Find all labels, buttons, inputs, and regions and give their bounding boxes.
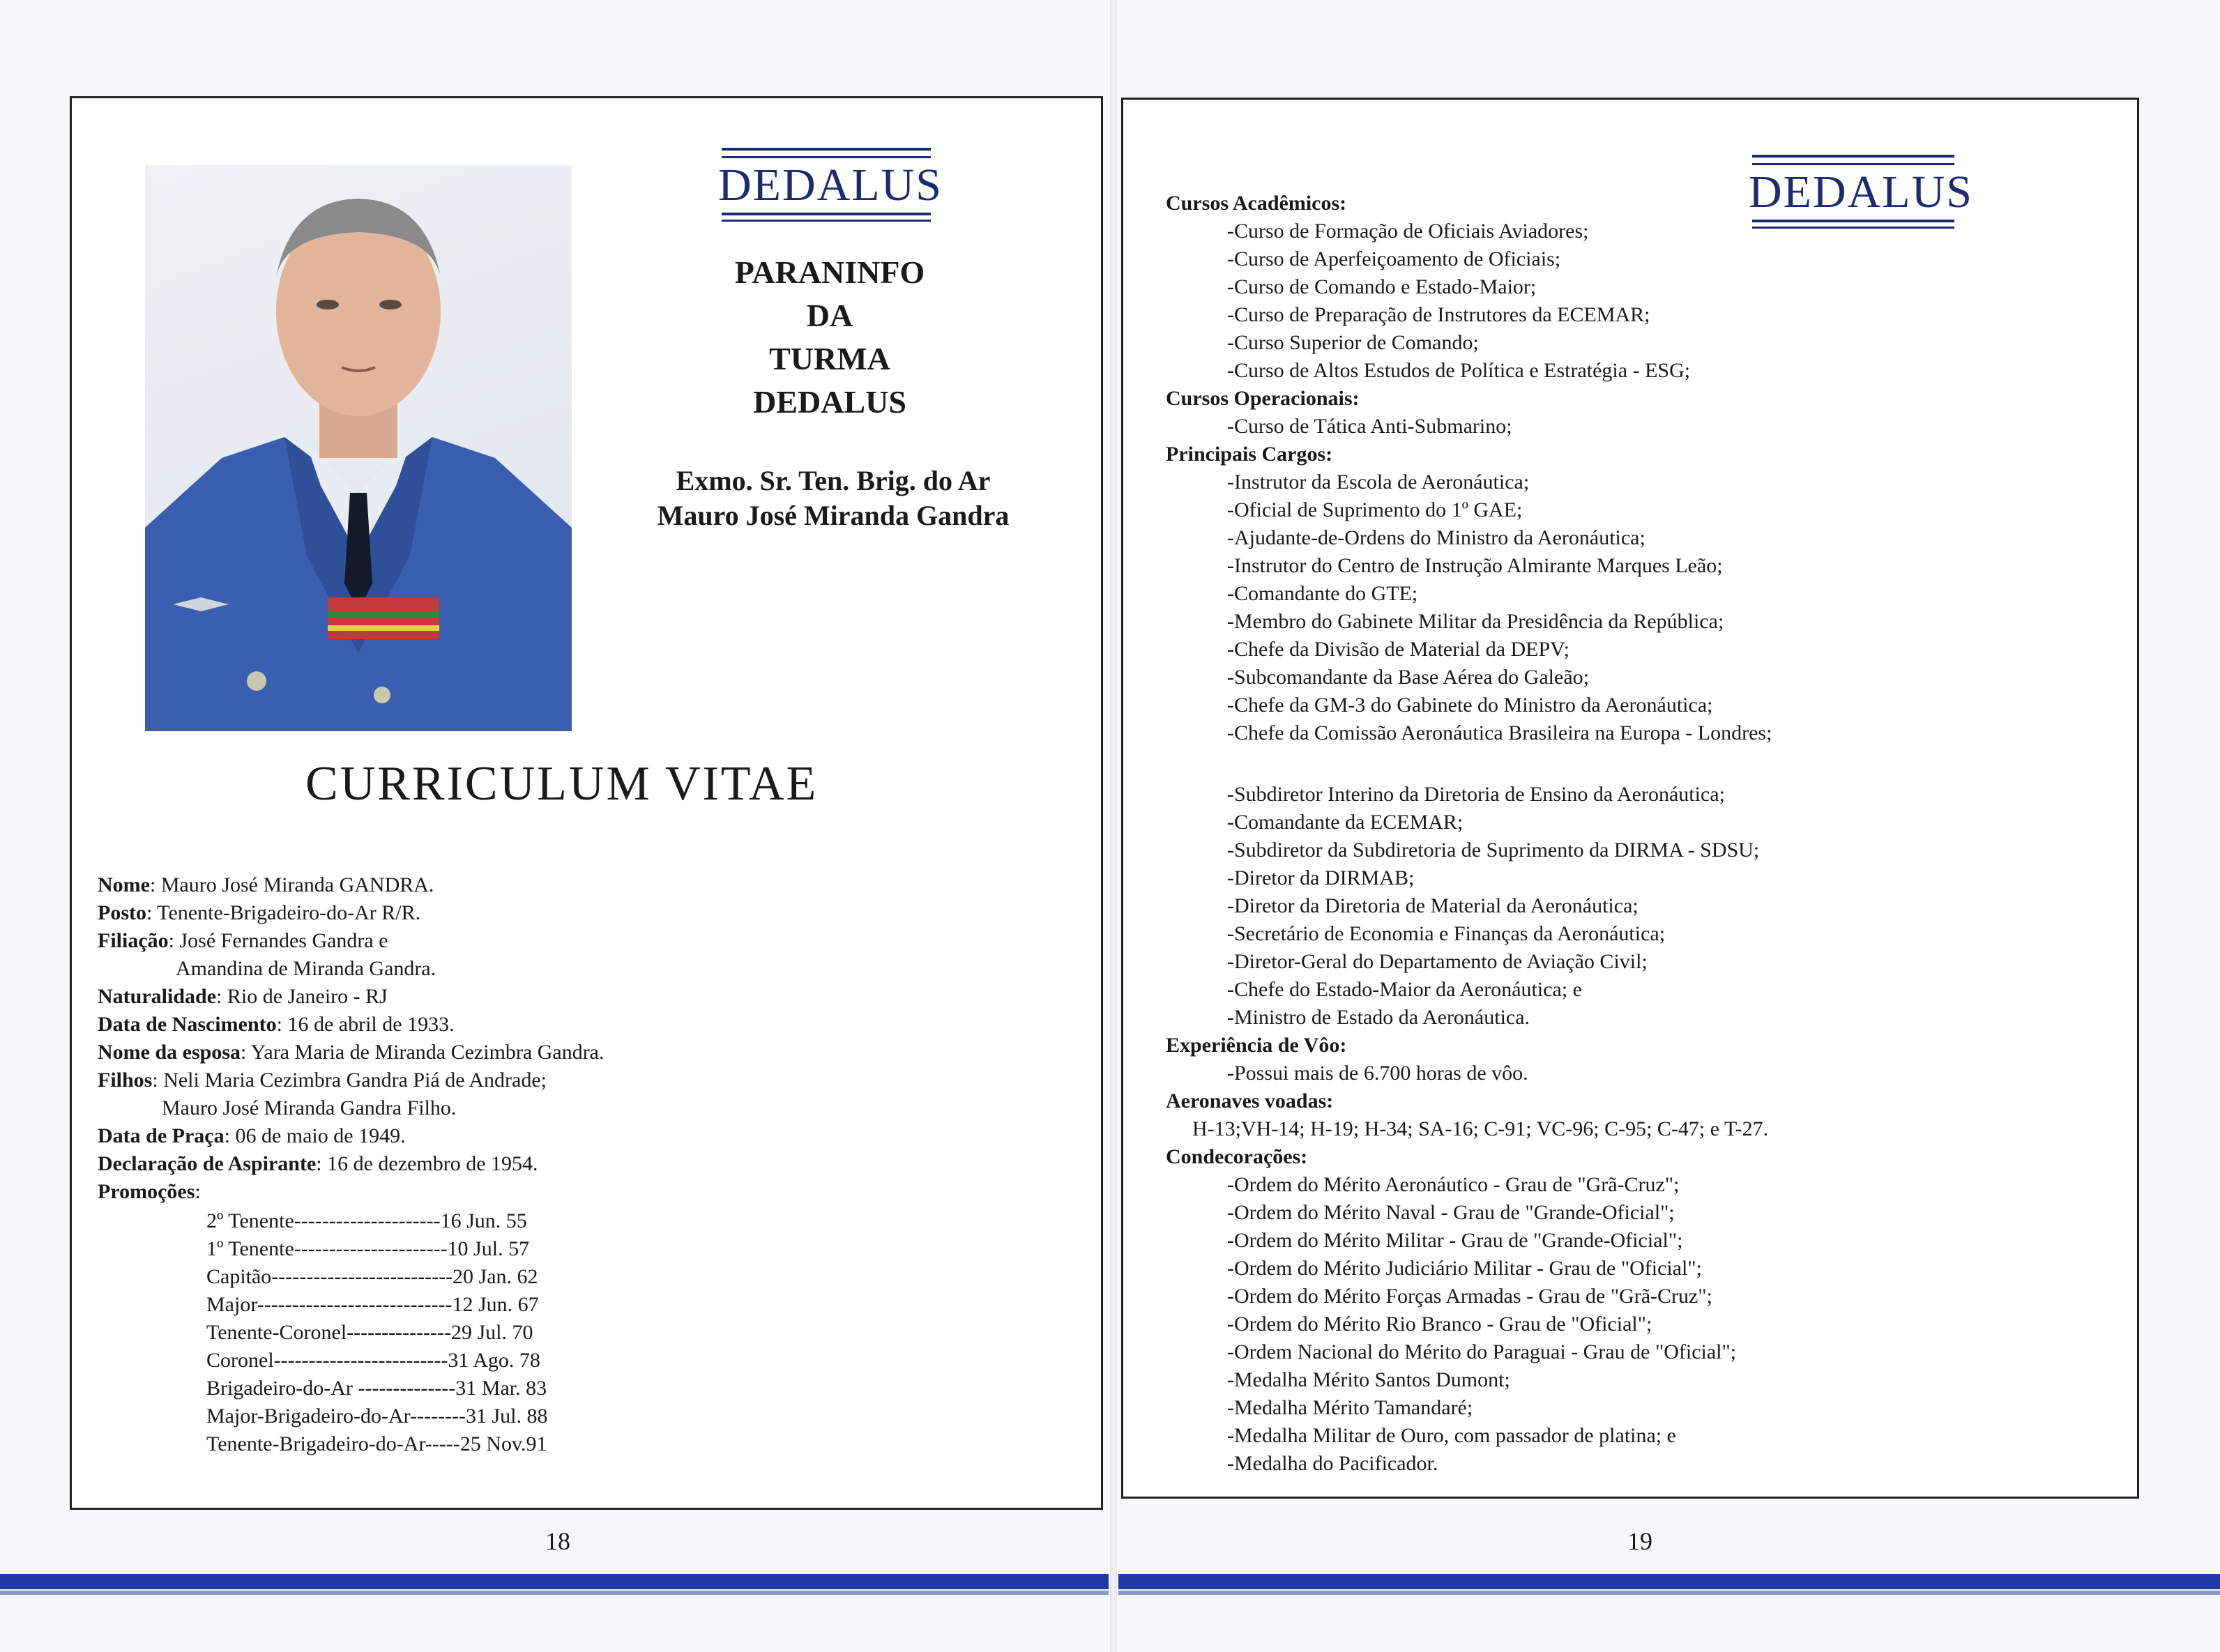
list-item: -Medalha do Pacificador. [1227, 1452, 1438, 1475]
info-naturalidade: Naturalidade: Rio de Janeiro - RJ [98, 985, 388, 1008]
promotion-item: 2º Tenente---------------------16 Jun. 55 [206, 1209, 527, 1232]
list-item: -Oficial de Suprimento do 1º GAE; [1227, 498, 1523, 521]
list-item: -Chefe da GM-3 do Gabinete do Ministro da Aeronáutica; [1227, 694, 1713, 717]
promotion-item: Major-Brigadeiro-do-Ar--------31 Jul. 88 [206, 1405, 548, 1428]
logo-text: DEDALUS [718, 160, 943, 211]
promotion-item: Capitão--------------------------20 Jan. 62 [206, 1265, 538, 1288]
promotion-item: Coronel-------------------------31 Ago. 78 [206, 1349, 540, 1372]
list-item: -Ordem do Mérito Militar - Grau de "Grande-Oficial"; [1227, 1229, 1683, 1252]
list-item: -Diretor-Geral do Departamento de Aviação Civil; [1227, 950, 1648, 973]
info-nome: Nome: Mauro José Miranda GANDRA. [98, 873, 434, 896]
list-item: -Curso de Formação de Oficiais Aviadores; [1227, 220, 1589, 243]
list-item: -Chefe do Estado-Maior da Aeronáutica; e [1227, 978, 1582, 1001]
title-line-2: DA [806, 298, 853, 333]
title-line-4: DEDALUS [753, 384, 906, 420]
cv-details-upper [1166, 190, 1772, 747]
page-number-right: 19 [1627, 1527, 1652, 1555]
info-nascimento: Data de Nascimento: 16 de abril de 1933. [98, 1013, 455, 1036]
list-item: -Subdiretor Interino da Diretoria de Ensino da Aeronáutica; [1227, 783, 1725, 806]
list-item: -Ordem do Mérito Forças Armadas - Grau de "Grã-Cruz"; [1227, 1285, 1712, 1308]
list-item: -Ordem do Mérito Naval - Grau de "Grande-Oficial"; [1227, 1201, 1675, 1224]
page-number-left: 18 [545, 1527, 570, 1555]
bottom-band-right [1118, 1574, 2220, 1589]
section-heading: Cursos Acadêmicos: [1166, 192, 1347, 215]
promotions-list [206, 1207, 547, 1458]
title-line-3: TURMA [769, 341, 890, 376]
title-line-1: PARANINFO [734, 254, 925, 290]
list-item: -Membro do Gabinete Militar da Presidência da República; [1227, 610, 1724, 633]
list-item: -Curso de Altos Estudos de Política e Estratégia - ESG; [1227, 359, 1691, 382]
list-item: -Comandante do GTE; [1227, 582, 1418, 605]
honoree-line-2: Mauro José Miranda Gandra [657, 500, 1010, 531]
paraninfo-title [697, 251, 962, 424]
list-item: -Possui mais de 6.700 horas de vôo. [1227, 1062, 1528, 1085]
info-filhos-cont: Mauro José Miranda Gandra Filho. [162, 1096, 457, 1119]
section-heading: Principais Cargos: [1166, 443, 1333, 466]
info-aspirante: Declaração de Aspirante: 16 de dezembro de 1954. [98, 1152, 538, 1175]
list-item: -Medalha Mérito Santos Dumont; [1227, 1368, 1510, 1391]
list-item: -Medalha Mérito Tamandaré; [1227, 1396, 1473, 1419]
list-item: -Ordem do Mérito Rio Branco - Grau de "Oficial"; [1227, 1313, 1652, 1336]
list-item: -Comandante da ECEMAR; [1227, 811, 1463, 834]
promotion-item: Tenente-Coronel---------------29 Jul. 70 [206, 1321, 533, 1344]
list-item: -Ministro de Estado da Aeronáutica. [1227, 1006, 1530, 1029]
personal-info [98, 871, 605, 1206]
list-item: -Curso de Comando e Estado-Maior; [1227, 275, 1537, 298]
info-filhos: Filhos: Neli Maria Cezimbra Gandra Piá de Andrade; [98, 1069, 547, 1092]
list-item: H-13;VH-14; H-19; H-34; SA-16; C-91; VC-96; C-95; C-47; e T-27. [1192, 1117, 1769, 1140]
honoree-name [614, 464, 1053, 533]
section-heading: Experiência de Vôo: [1166, 1034, 1347, 1057]
list-item: -Curso Superior de Comando; [1227, 331, 1479, 354]
bottom-band-shadow-right [1118, 1591, 2220, 1595]
info-posto: Posto: Tenente-Brigadeiro-do-Ar R/R. [98, 901, 421, 924]
promotion-item: 1º Tenente----------------------10 Jul. 57 [206, 1237, 530, 1260]
logo-text: DEDALUS [1749, 167, 1973, 217]
list-item: -Ajudante-de-Ordens do Ministro da Aeronáutica; [1227, 526, 1645, 549]
list-item: -Instrutor da Escola de Aeronáutica; [1227, 471, 1530, 494]
info-esposa: Nome da esposa: Yara Maria de Miranda Cezimbra Gandra. [98, 1041, 605, 1064]
book-gutter [1110, 0, 1117, 1652]
info-promocoes: Promoções: [98, 1180, 201, 1203]
list-item: -Ordem do Mérito Judiciário Militar - Grau de "Oficial"; [1227, 1257, 1702, 1280]
promotion-item: Brigadeiro-do-Ar --------------31 Mar. 83 [206, 1377, 547, 1400]
info-filiacao: Filiação: José Fernandes Gandra e [98, 929, 388, 952]
bottom-band-shadow-left [0, 1591, 1109, 1595]
list-item: -Instrutor do Centro de Instrução Almirante Marques Leão; [1227, 554, 1723, 577]
list-item: -Secretário de Economia e Finanças da Aeronáutica; [1227, 922, 1666, 945]
promotion-item: Major----------------------------12 Jun. 67 [206, 1293, 539, 1316]
list-item: -Curso de Aperfeiçoamento de Oficiais; [1227, 247, 1561, 270]
cv-heading: CURRICULUM VITAE [305, 757, 819, 811]
list-item: -Curso de Preparação de Instrutores da ECEMAR; [1227, 303, 1650, 326]
honoree-line-1: Exmo. Sr. Ten. Brig. do Ar [676, 465, 991, 496]
promotion-item: Tenente-Brigadeiro-do-Ar-----25 Nov.91 [206, 1432, 547, 1455]
section-heading: Aeronaves voadas: [1166, 1089, 1334, 1112]
list-item: -Diretor da DIRMAB; [1227, 866, 1415, 889]
list-item: -Subcomandante da Base Aérea do Galeão; [1227, 666, 1589, 689]
list-item: -Medalha Militar de Ouro, com passador de platina; e [1227, 1424, 1676, 1447]
list-item: -Subdiretor da Subdiretoria de Suprimento da DIRMA - SDSU; [1227, 839, 1760, 862]
cv-details-lower [1166, 781, 1768, 1478]
list-item: -Ordem do Mérito Aeronáutico - Grau de "Grã-Cruz"; [1227, 1173, 1680, 1196]
section-heading: Cursos Operacionais: [1166, 387, 1360, 410]
dedalus-logo-right [1749, 155, 1973, 229]
dedalus-logo-left [718, 148, 943, 222]
info-filiacao-cont: Amandina de Miranda Gandra. [176, 957, 436, 980]
list-item: -Chefe da Divisão de Material da DEPV; [1227, 638, 1569, 661]
info-praca: Data de Praça: 06 de maio de 1949. [98, 1124, 406, 1147]
portrait-photo [145, 165, 572, 731]
list-item: -Chefe da Comissão Aeronáutica Brasileira na Europa - Londres; [1227, 721, 1772, 744]
list-item: -Diretor da Diretoria de Material da Aeronáutica; [1227, 894, 1639, 917]
list-item: -Ordem Nacional do Mérito do Paraguai - Grau de "Oficial"; [1227, 1340, 1737, 1363]
section-heading: Condecorações: [1166, 1145, 1308, 1168]
bottom-band-left [0, 1574, 1109, 1589]
list-item: -Curso de Tática Anti-Submarino; [1227, 415, 1512, 438]
